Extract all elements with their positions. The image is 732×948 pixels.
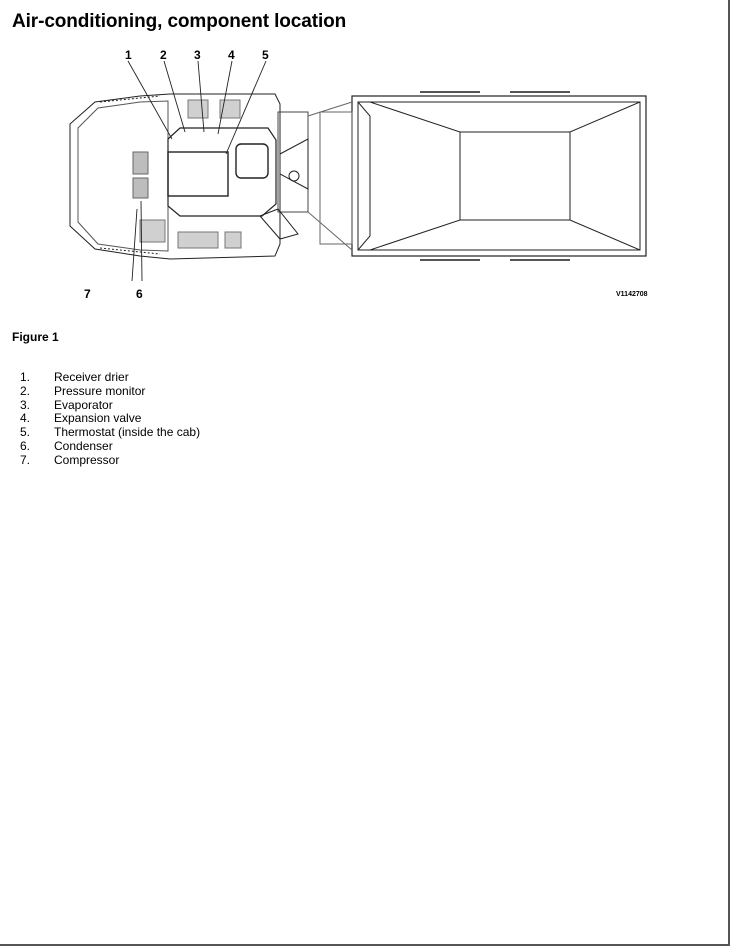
- list-item-number: 7.: [20, 452, 31, 467]
- callout-1: 1: [125, 48, 132, 62]
- component-location-figure: [40, 44, 680, 314]
- list-item: [20, 399, 200, 413]
- callout-5: 5: [262, 48, 269, 62]
- parts-list: [20, 371, 200, 468]
- list-item-number: 5.: [20, 425, 31, 440]
- list-item: [20, 426, 200, 440]
- list-item-number: 3.: [20, 397, 31, 412]
- list-item-number: 2.: [20, 383, 31, 398]
- list-item-label: Receiver drier: [54, 370, 129, 384]
- list-item-label: Expansion valve: [54, 411, 142, 426]
- list-item: [20, 454, 200, 468]
- list-item-number: 6.: [20, 438, 31, 453]
- list-item-number: 1.: [20, 370, 31, 384]
- callout-7: 7: [84, 287, 91, 301]
- figure-id-label: V1142708: [616, 291, 648, 298]
- list-item-number: 4.: [20, 411, 31, 426]
- callout-2: 2: [160, 48, 167, 62]
- list-item-label: Pressure monitor: [54, 383, 146, 398]
- callout-4: 4: [228, 48, 235, 62]
- callout-3: 3: [194, 48, 201, 62]
- list-item-label: Evaporator: [54, 397, 113, 412]
- list-item-label: Thermostat (inside the cab): [54, 425, 201, 440]
- list-item: [20, 385, 200, 399]
- callout-6: 6: [136, 287, 143, 301]
- list-item-label: Condenser: [54, 438, 113, 453]
- list-item: [20, 371, 200, 385]
- figure-caption: Figure 1: [12, 330, 59, 344]
- list-item-label: Compressor: [54, 452, 120, 467]
- machine-top-view-drawing: [40, 44, 680, 314]
- list-item: [20, 412, 200, 426]
- list-item: [20, 440, 200, 454]
- page-title: Air-conditioning, component location: [12, 11, 347, 32]
